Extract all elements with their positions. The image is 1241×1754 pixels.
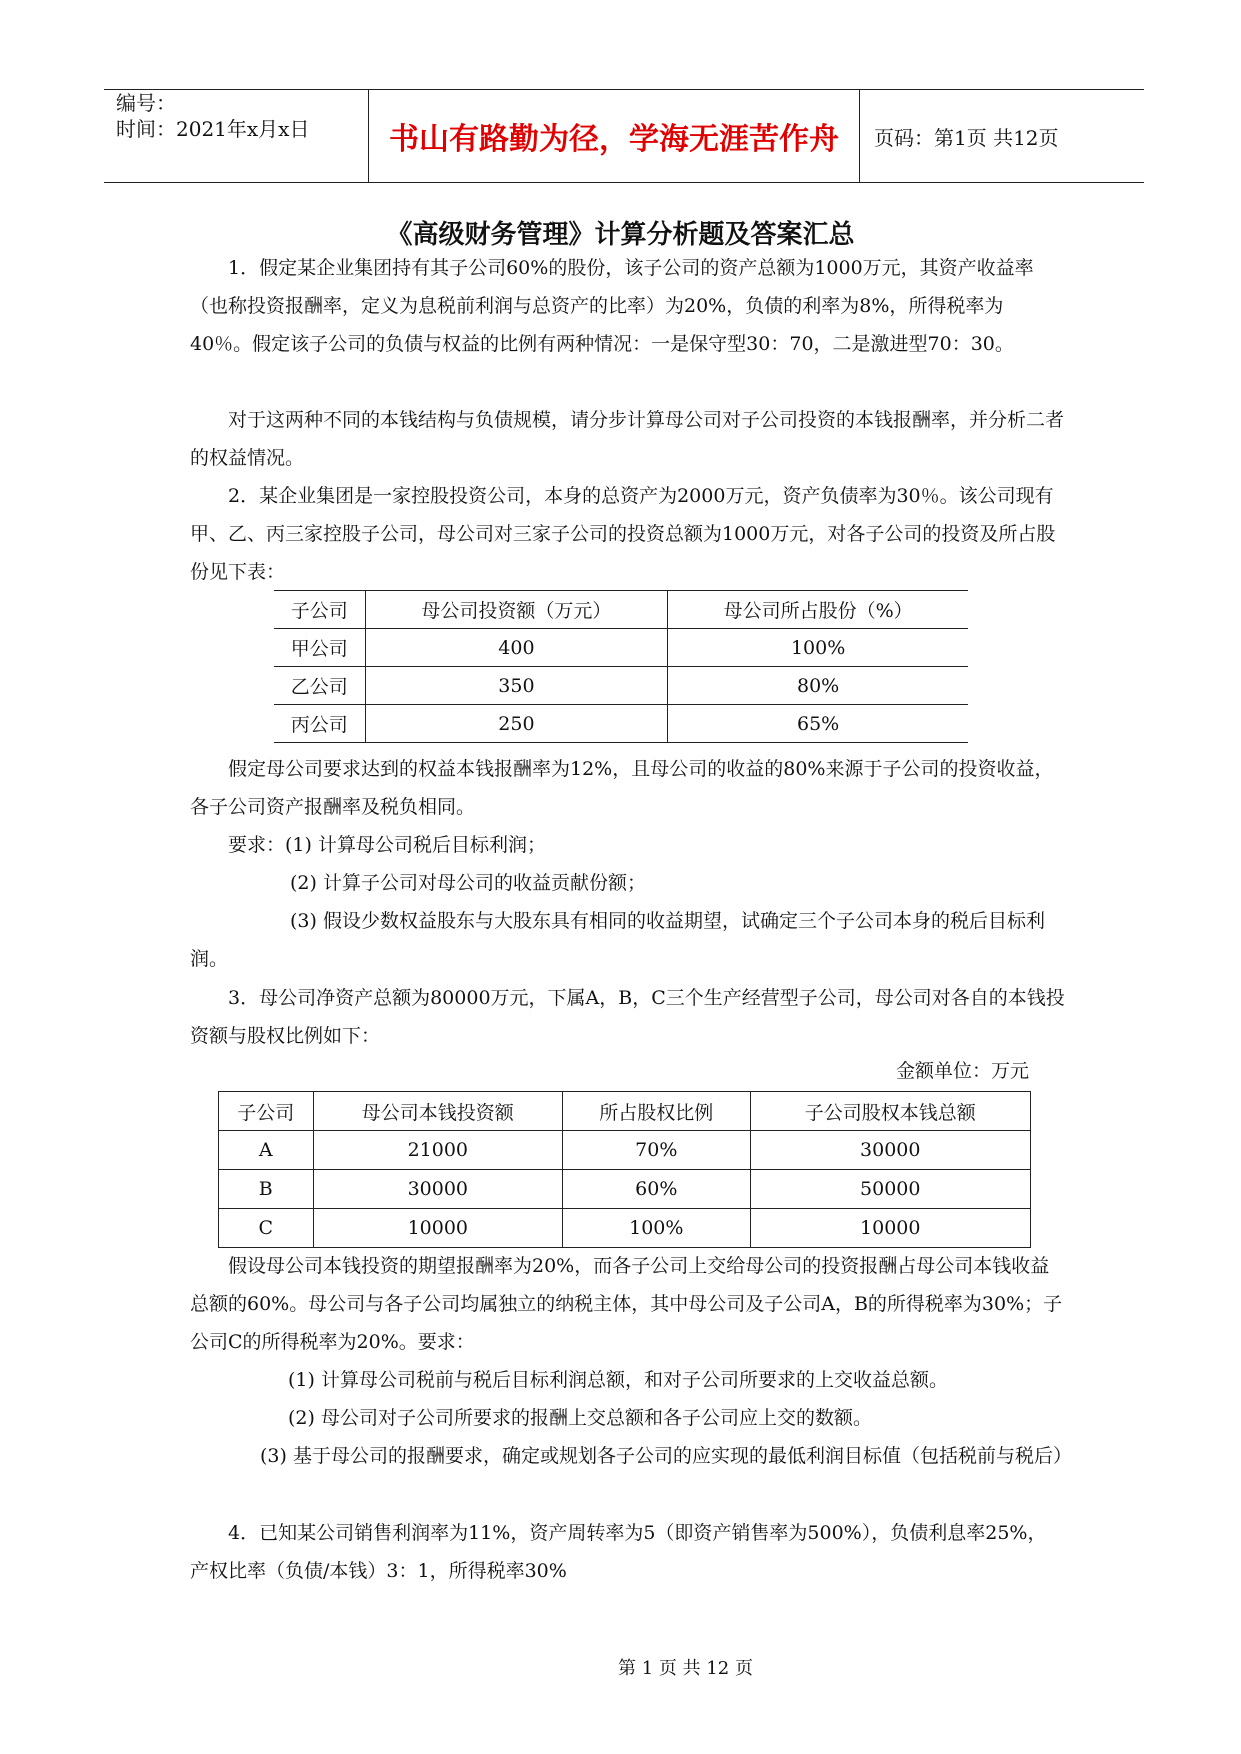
- q1-paragraph-1: 1．假定某企业集团持有其子公司60%的股份，该子公司的资产总额为1000万元，其资产收益率（也称投资报酬率，定义为息税前利润与总资产的比率）为20%，负债的利率为8%，所得税率为40％。假定该子公司的负债与权益的比例有两种情况：一是保守型30：70，二是激进型70：30。: [190, 257, 1034, 355]
- header-left-cell: [104, 90, 369, 182]
- table-row: [219, 1170, 1031, 1209]
- table-cell: 100%: [668, 629, 968, 667]
- table-cell: 350: [365, 667, 668, 705]
- q3-requirement-2: (2) 母公司对子公司所要求的报酬上交总额和各子公司应上交的数额。: [288, 1407, 872, 1429]
- table-row: [274, 705, 968, 743]
- q2-paragraph-1: 2．某企业集团是一家控股投资公司，本身的总资产为2000万元，资产负债率为30％。该公司现有甲、乙、丙三家控股子公司，母公司对三家子公司的投资总额为1000万元，对各子公司的投资及所占股份见下表：: [190, 485, 1056, 583]
- table-cell: A: [219, 1131, 314, 1170]
- q3-paragraph-1: 3．母公司净资产总额为80000万元，下属A，B，C三个生产经营型子公司，母公司对各自的本钱投资额与股权比例如下：: [190, 987, 1065, 1047]
- table-cell: 65%: [668, 705, 968, 743]
- q4-paragraph-1: 4．已知某公司销售利润率为11%，资产周转率为5（即资产销售率为500%），负债利息率25%，产权比率（负债/本钱）3：1，所得税率30%: [190, 1522, 1047, 1582]
- q3-requirement-3: (3) 基于母公司的报酬要求，确定或规划各子公司的应实现的最低利润目标值（包括税前与税后）: [260, 1445, 1072, 1467]
- q1-paragraph-2: 对于这两种不同的本钱结构与负债规模，请分步计算母公司对子公司投资的本钱报酬率，并分析二者的权益情况。: [190, 409, 1065, 469]
- q3-table: [218, 1091, 1031, 1248]
- table-cell: C: [219, 1209, 314, 1248]
- table-row: [219, 1209, 1031, 1248]
- table-cell: 10000: [313, 1209, 562, 1248]
- motto: 书山有路勤为径，学海无涯苦作舟: [369, 90, 860, 182]
- table-header-cell: 子公司股权本钱总额: [750, 1092, 1030, 1131]
- table-cell: 60%: [563, 1170, 751, 1209]
- q2-table: [274, 590, 968, 743]
- table-cell: 乙公司: [274, 667, 365, 705]
- table-header-cell: 母公司所占股份（%）: [668, 591, 968, 629]
- table-header-row: [274, 591, 968, 629]
- page-indicator: 页码：第1页 共12页: [874, 125, 1059, 150]
- table-header-cell: 母公司本钱投资额: [313, 1092, 562, 1131]
- amount-unit: 金额单位：万元: [895, 1060, 1029, 1082]
- table-cell: 10000: [750, 1209, 1030, 1248]
- table-header-cell: 子公司: [219, 1092, 314, 1131]
- table-cell: 30000: [313, 1170, 562, 1209]
- page-header: [104, 89, 1144, 183]
- number-label: 编号：: [116, 91, 176, 115]
- q2-requirement-2: (2) 计算子公司对母公司的收益贡献份额；: [290, 872, 646, 894]
- table-row: [274, 667, 968, 705]
- table-cell: 21000: [313, 1131, 562, 1170]
- table-header-cell: 所占股权比例: [563, 1092, 751, 1131]
- table-header-row: [219, 1092, 1031, 1131]
- page-footer: 第 1 页 共 12 页: [618, 1658, 753, 1679]
- table-cell: 丙公司: [274, 705, 365, 743]
- table-cell: 400: [365, 629, 668, 667]
- table-cell: 100%: [563, 1209, 751, 1248]
- q2-paragraph-2: 假定母公司要求达到的权益本钱报酬率为12%，且母公司的收益的80%来源于子公司的投资收益，各子公司资产报酬率及税负相同。: [190, 758, 1054, 818]
- q2-requirement-1: 要求：(1) 计算母公司税后目标利润；: [228, 834, 546, 856]
- table-cell: B: [219, 1170, 314, 1209]
- time-label: 时间：2021年x月x日: [116, 117, 310, 141]
- document-title: 《高级财务管理》计算分析题及答案汇总: [386, 220, 855, 250]
- table-header-cell: 母公司投资额（万元）: [365, 591, 668, 629]
- table-row: [274, 629, 968, 667]
- table-cell: 50000: [750, 1170, 1030, 1209]
- table-header-cell: 子公司: [274, 591, 365, 629]
- table-cell: 70%: [563, 1131, 751, 1170]
- q3-paragraph-2: 假设母公司本钱投资的期望报酬率为20%，而各子公司上交给母公司的投资报酬占母公司本钱收益总额的60%。母公司与各子公司均属独立的纳税主体，其中母公司及子公司A，B的所得税率为30%；子公司C的所得税率为20%。要求：: [190, 1255, 1063, 1353]
- q2-requirement-3: (3) 假设少数权益股东与大股东具有相同的收益期望，试确定三个子公司本身的税后目标利润。: [190, 910, 1045, 970]
- table-cell: 30000: [750, 1131, 1030, 1170]
- table-cell: 甲公司: [274, 629, 365, 667]
- table-row: [219, 1131, 1031, 1170]
- q3-requirement-1: (1) 计算母公司税前与税后目标利润总额，和对子公司所要求的上交收益总额。: [288, 1369, 948, 1391]
- table-cell: 250: [365, 705, 668, 743]
- table-cell: 80%: [668, 667, 968, 705]
